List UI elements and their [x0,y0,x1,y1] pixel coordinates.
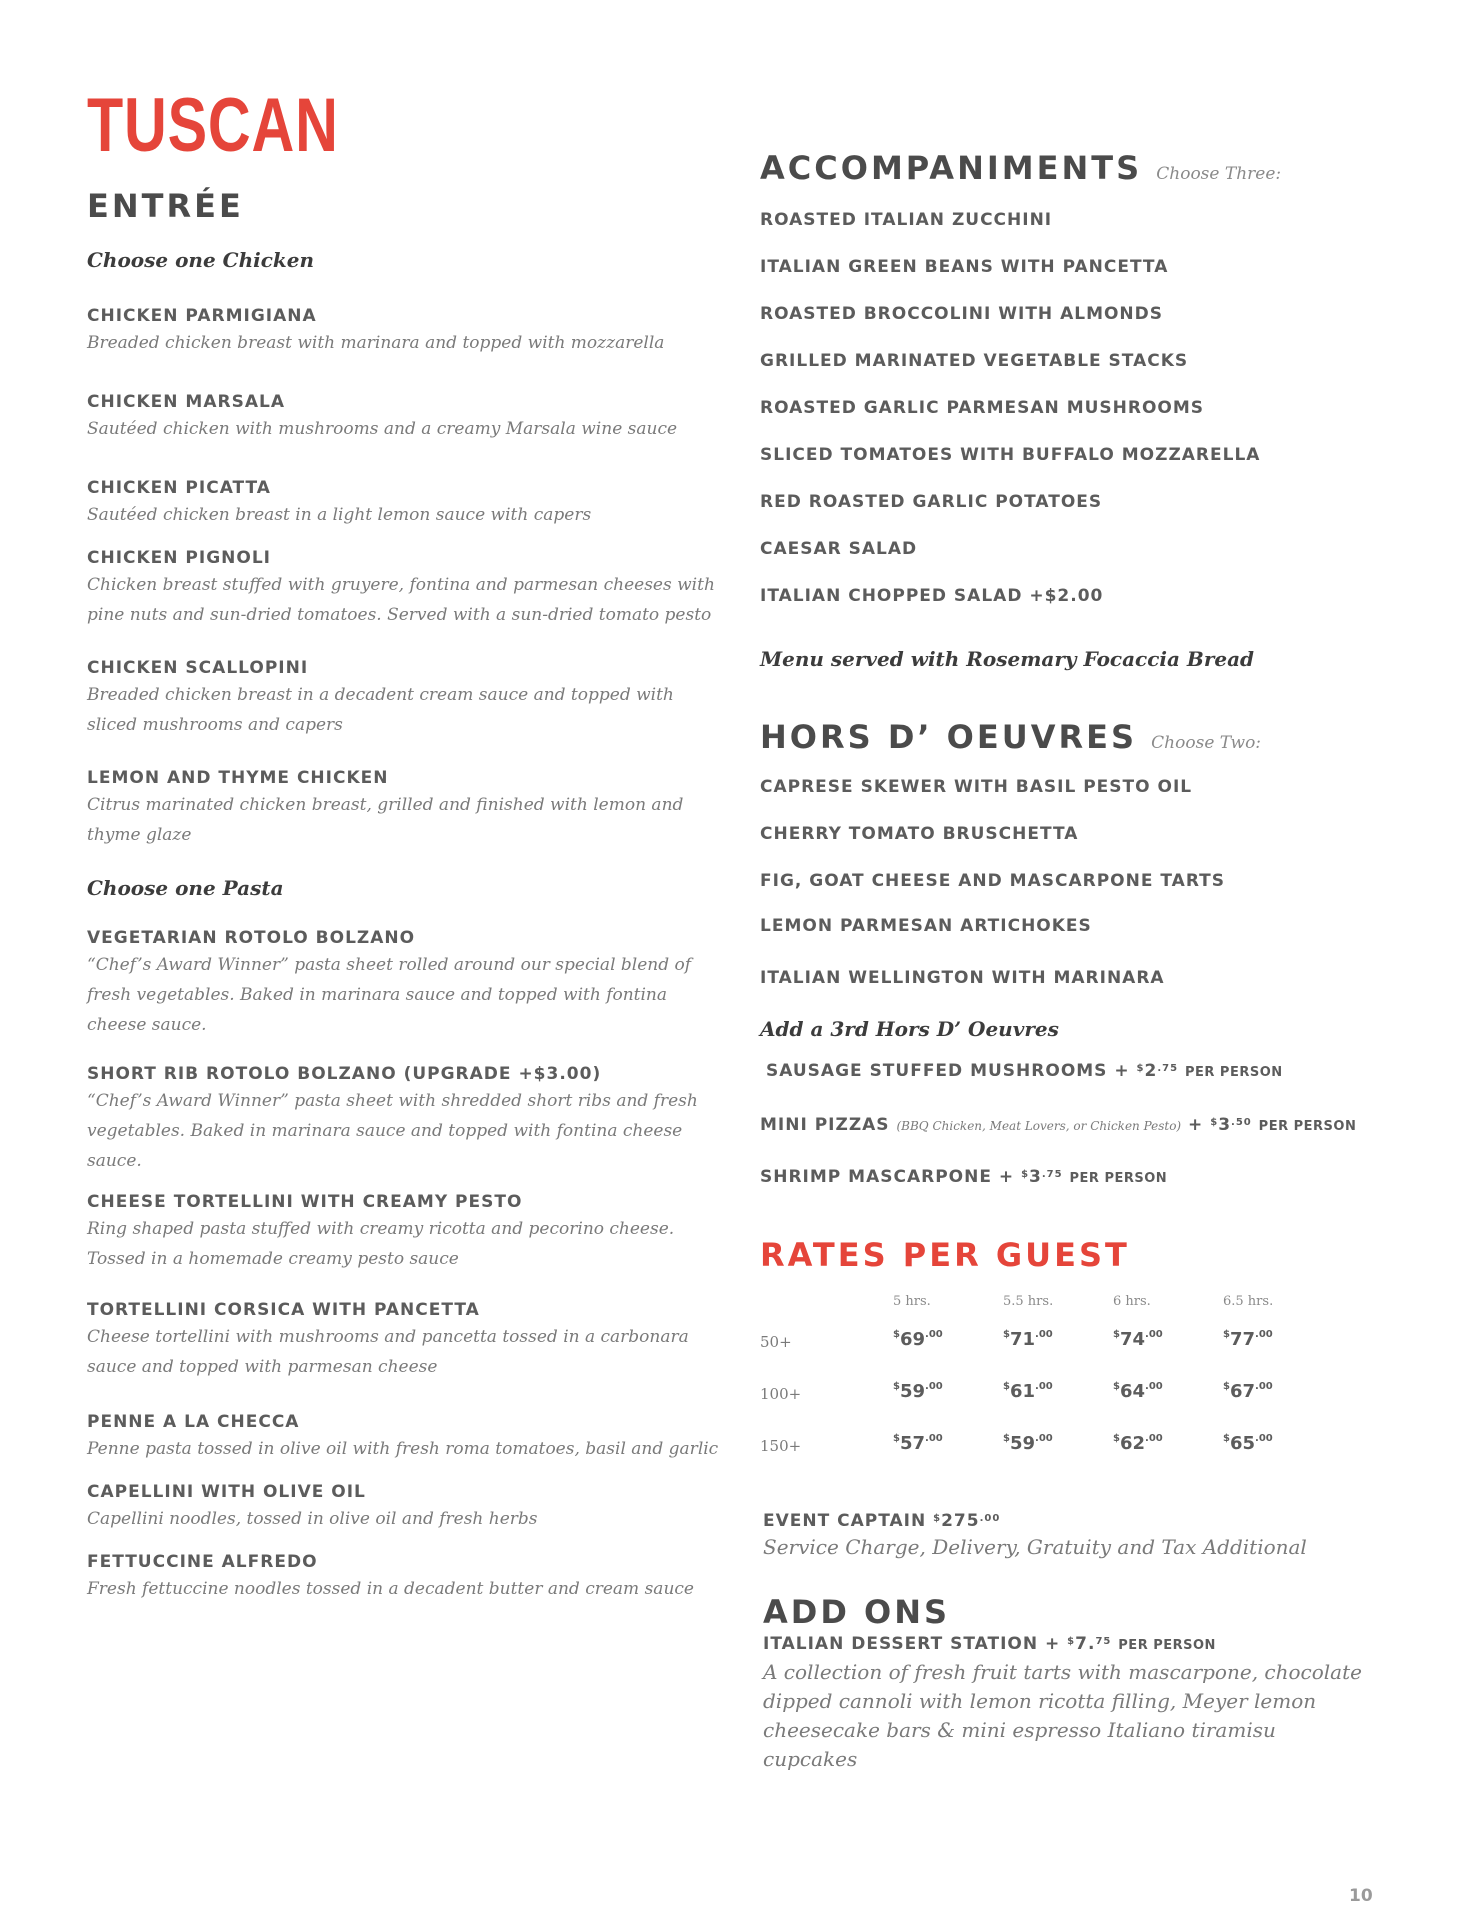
extra-cents: .75 [1157,1063,1179,1074]
item-name: FETTUCCINE ALFREDO [87,1552,318,1572]
per-person-label: PER PERSON [1184,1065,1283,1080]
rates-hours-header: 5 hrs. [893,1293,931,1309]
rates-tier: 50+ [760,1333,792,1351]
item-description: Sautéed chicken with mushrooms and a creamy Marsala wine sauce [87,419,678,439]
item-description: Citrus marinated chicken breast, grilled and finished with lemon and thyme glaze [87,795,684,845]
addon-description: A collection of fresh fruit tarts with mascarpone, chocolate dipped cannoli with lemon ricotta filling, Meyer lemon cheesecake bars & mini espresso Italiano tiramisu cupcakes [763,1660,1362,1771]
item-description: Cheese tortellini with mushrooms and pancetta tossed in a carbonara sauce and topped with parmesan cheese [87,1327,689,1377]
brand-title: TUSCAN [87,83,339,168]
service-note: Service Charge, Delivery, Gratuity and Tax Additional [763,1535,1307,1559]
rates-tier: 100+ [760,1385,802,1403]
rate-price: $^{\$}62^{.00}$ [1113,1432,1163,1454]
item-description: Ring shaped pasta stuffed with creamy ricotta and pecorino cheese. Tossed in a homemade creamy pesto sauce [87,1219,675,1269]
accompaniment-item: ROASTED GARLIC PARMESAN MUSHROOMS [760,398,1205,418]
event-captain [763,1509,1440,1533]
hors-item: ITALIAN WELLINGTON WITH MARINARA [760,968,1165,988]
accompaniment-item: ROASTED BROCCOLINI WITH ALMONDS [760,304,1164,324]
accompaniment-item: ROASTED ITALIAN ZUCCHINI [760,210,1053,230]
item-description: Breaded chicken breast with marinara and topped with mozzarella [87,333,665,353]
rates-hours-header: 6.5 hrs. [1223,1293,1274,1309]
accompaniment-item: CAESAR SALAD [760,539,918,559]
item-name: TORTELLINI CORSICA WITH PANCETTA [87,1300,480,1320]
accompaniments-heading [760,148,1440,194]
extra-plus: + [1188,1115,1204,1135]
item-name: LEMON AND THYME CHICKEN [87,768,389,788]
menu-item [87,1550,727,1604]
item-name: SHORT RIB ROTOLO BOLZANO (UPGRADE +$3.00) [87,1064,602,1084]
addon-cents: 75 [1095,1636,1112,1647]
accompaniment-item: ITALIAN CHOPPED SALAD +$2.00 [760,586,1104,606]
extra-cents: .75 [1041,1169,1063,1180]
pasta-heading: Choose one Pasta [87,876,284,900]
menu-item [87,926,727,1040]
item-description: Sautéed chicken breast in a light lemon sauce with capers [87,505,592,525]
chicken-heading: Choose one Chicken [87,248,315,272]
accompaniment-item: GRILLED MARINATED VEGETABLE STACKS [760,351,1189,371]
served-with-note: Menu served with Rosemary Focaccia Bread [760,647,1255,671]
menu-item [87,546,727,630]
rate-price: $^{\$}67^{.00}$ [1223,1380,1273,1402]
menu-item [87,476,727,530]
dollar-sign: $ [933,1513,942,1524]
rates-corner [760,1291,893,1313]
item-name: CHICKEN PIGNOLI [87,548,272,568]
item-name: CHICKEN SCALLOPINI [87,658,309,678]
menu-item [87,1298,727,1382]
accompaniments-title: ACCOMPANIMENTS [760,149,1143,187]
rate-price: $^{\$}61^{.00}$ [1003,1380,1053,1402]
item-description: “Chef’s Award Winner” pasta sheet with shredded short ribs and fresh vegetables. Baked in marinara sauce and topped with fontina cheese sauce. [87,1091,698,1171]
menu-item [87,766,727,850]
accompaniment-item: RED ROASTED GARLIC POTATOES [760,492,1103,512]
extra-shrimp-mascarpone [760,1165,1440,1191]
addon-name: ITALIAN DESSERT STATION + [763,1634,1061,1654]
extra-amount: 2 [1144,1061,1158,1081]
dollar-sign: $ [1067,1636,1076,1647]
captain-cents: .00 [979,1513,1001,1524]
extra-name: SHRIMP MASCARPONE + [760,1167,1015,1187]
dessert-station [763,1632,1440,1658]
hors-note: Choose Two: [1151,733,1262,753]
extra-cents: .50 [1231,1117,1252,1128]
rates-hours-header: 5.5 hrs. [1003,1293,1054,1309]
rates-tier: 150+ [760,1437,802,1455]
extra-amount: 3 [1218,1115,1232,1135]
rates-header-row [760,1291,1333,1313]
menu-item [87,1480,727,1534]
item-name: CHICKEN MARSALA [87,392,285,412]
menu-item [87,304,727,358]
captain-label: EVENT CAPTAIN [763,1511,927,1531]
page-number: 10 [1349,1886,1373,1906]
extra-name: MINI PIZZAS [760,1115,890,1135]
hors-list [760,775,1440,1013]
menu-item [87,656,727,740]
item-description: “Chef’s Award Winner” pasta sheet rolled around our special blend of fresh vegetables. Baked in marinara sauce and topped with fontina cheese sauce. [87,955,692,1035]
accompaniment-item: SLICED TOMATOES WITH BUFFALO MOZZARELLA [760,445,1261,465]
item-name: CHICKEN PARMIGIANA [87,306,317,326]
rate-price: $^{\$}74^{.00}$ [1113,1328,1163,1350]
extra-sausage-mushrooms [766,1059,1440,1085]
item-name: CHEESE TORTELLINI WITH CREAMY PESTO [87,1192,523,1212]
hors-item: CAPRESE SKEWER WITH BASIL PESTO OIL [760,777,1193,797]
hors-item: CHERRY TOMATO BRUSCHETTA [760,824,1079,844]
captain-amount: 275 [941,1511,980,1531]
extra-name: SAUSAGE STUFFED MUSHROOMS + [766,1061,1130,1081]
extra-amount: 3 [1029,1167,1042,1187]
item-description: Chicken breast stuffed with gruyere, fontina and parmesan cheeses with pine nuts and sun-dried tomatoes. Served with a sun-dried tomato pesto [87,575,715,625]
hors-heading [760,717,1440,763]
extra-note: (BBQ Chicken, Meat Lovers, or Chicken Pesto) [896,1119,1182,1133]
dollar-sign: $ [1210,1117,1219,1128]
rate-price: $^{\$}59^{.00}$ [893,1380,943,1402]
add-third-heading: Add a 3rd Hors D’ Oeuvres [760,1017,1059,1041]
hors-title: HORS D’ OEUVRES [760,718,1138,756]
dollar-sign: $ [1136,1063,1145,1074]
hors-item: LEMON PARMESAN ARTICHOKES [760,916,1092,936]
rate-price: $^{\$}64^{.00}$ [1113,1380,1163,1402]
rates-table [760,1291,1333,1469]
rates-row [760,1365,1333,1417]
extra-mini-pizzas [760,1113,1440,1139]
item-description: Fresh fettuccine noodles tossed in a decadent butter and cream sauce [87,1579,694,1599]
rate-price: $^{\$}69^{.00}$ [893,1328,943,1350]
item-description: Breaded chicken breast in a decadent cream sauce and topped with sliced mushrooms and capers [87,685,674,735]
addons-heading: ADD ONS [763,1593,951,1631]
entree-heading: ENTRÉE [87,187,244,225]
item-name: PENNE A LA CHECCA [87,1412,300,1432]
rates-heading: RATES PER GUEST [760,1236,1130,1274]
dollar-sign: $ [1021,1169,1030,1180]
rate-price: $^{\$}57^{.00}$ [893,1432,943,1454]
menu-item [87,1190,727,1274]
menu-item [87,1410,727,1464]
rate-price: $^{\$}77^{.00}$ [1223,1328,1273,1350]
accompaniment-item: ITALIAN GREEN BEANS WITH PANCETTA [760,257,1169,277]
accompaniments-note: Choose Three: [1156,164,1282,184]
hors-item: FIG, GOAT CHEESE AND MASCARPONE TARTS [760,871,1225,891]
entree-column [87,83,727,1604]
per-person-label: PER PERSON [1258,1119,1357,1134]
sides-column [760,148,1440,1774]
per-person-label: PER PERSON [1118,1638,1216,1653]
menu-item [87,390,727,444]
item-name: VEGETARIAN ROTOLO BOLZANO [87,928,416,948]
per-person-label: PER PERSON [1069,1171,1168,1186]
menu-item [87,1062,727,1176]
rate-price: $^{\$}71^{.00}$ [1003,1328,1053,1350]
item-description: Penne pasta tossed in olive oil with fresh roma tomatoes, basil and garlic [87,1439,719,1459]
rate-price: $^{\$}59^{.00}$ [1003,1432,1053,1454]
addon-amount: 7. [1075,1634,1096,1654]
rates-hours-header: 6 hrs. [1113,1293,1151,1309]
rates-row [760,1417,1333,1469]
item-name: CHICKEN PICATTA [87,478,271,498]
item-description: Capellini noodles, tossed in olive oil and fresh herbs [87,1509,538,1529]
item-name: CAPELLINI WITH OLIVE OIL [87,1482,366,1502]
accompaniments-list [760,208,1440,631]
rate-price: $^{\$}65^{.00}$ [1223,1432,1273,1454]
rates-row [760,1313,1333,1365]
